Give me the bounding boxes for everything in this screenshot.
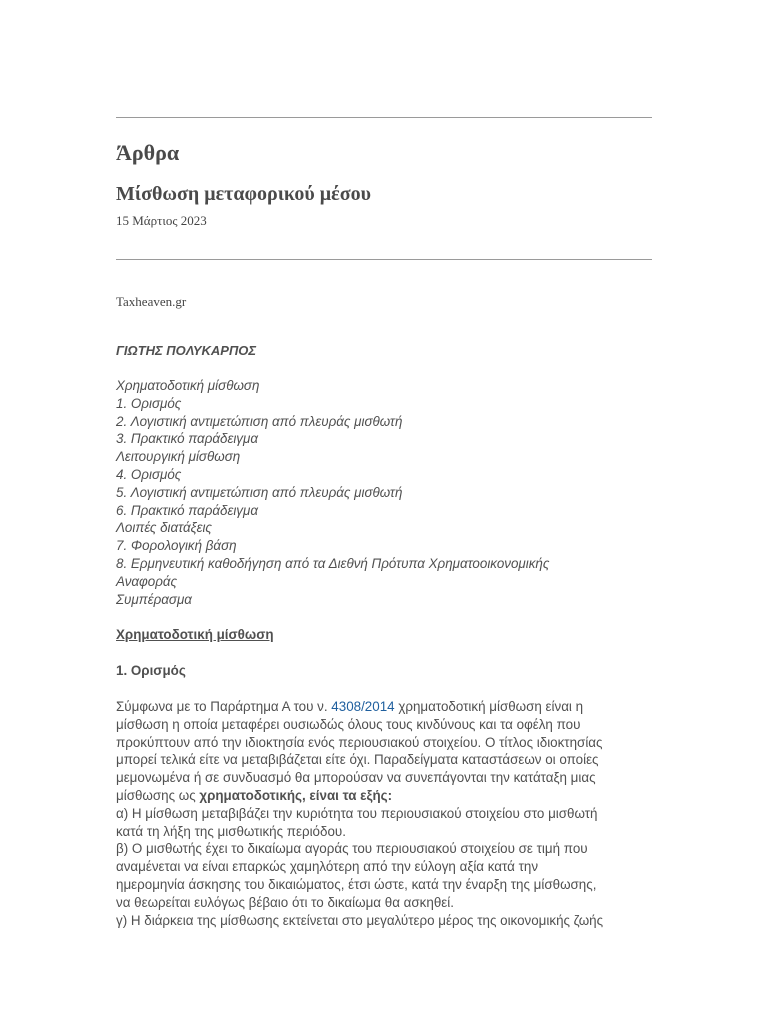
toc-item: 4. Ορισμός xyxy=(116,466,182,482)
toc-item: Χρηματοδοτική μίσθωση xyxy=(116,378,260,393)
section-label: Άρθρα xyxy=(116,140,180,165)
header-divider xyxy=(116,259,652,260)
body-line: α) Η μίσθωση μεταβιβάζει την κυριότητα του περιουσιακού στοιχείου στο μισθωτή xyxy=(116,805,598,821)
body-text: χρηματοδοτική μίσθωση είναι η xyxy=(394,699,584,714)
toc-item: 5. Λογιστική αντιμετώπιση από πλευράς μισθωτή xyxy=(116,484,403,500)
article-title: Μίσθωση μεταφορικού μέσου xyxy=(116,183,371,205)
top-divider xyxy=(116,117,652,118)
body-line: κατά τη λήξη της μισθωτικής περιόδου. xyxy=(116,823,346,839)
body-line: μίσθωση η οποία μεταφέρει ουσιωδώς όλους τους κινδύνους και τα οφέλη που xyxy=(116,716,581,732)
toc-item: Λοιπές διατάξεις xyxy=(116,520,212,536)
section-heading: Χρηματοδοτική μίσθωση xyxy=(116,627,274,642)
body-text: Σύμφωνα με το Παράρτημα Α του ν. xyxy=(116,699,332,714)
toc-item: Λειτουργική μίσθωση xyxy=(116,449,241,465)
toc-item: 3. Πρακτικό παράδειγμα xyxy=(116,431,258,447)
body-line: ημερομηνία άσκησης του δικαιώματος, έτσι ώστε, κατά την έναρξη της μίσθωσης, xyxy=(116,876,597,892)
article-body xyxy=(116,698,656,929)
toc-item: Αναφοράς xyxy=(116,573,178,589)
bold-text: χρηματοδοτικής, είναι τα εξής: xyxy=(199,787,393,803)
toc-item: 1. Ορισμός xyxy=(116,395,182,411)
toc-item: 8. Ερμηνευτική καθοδήγηση από τα Διεθνή Πρότυπα Χρηματοοικονομικής xyxy=(116,555,550,571)
source-label: Taxheaven.gr xyxy=(116,294,187,309)
body-line: αναμένεται να είναι επαρκώς χαμηλότερη από την εύλογη αξία κατά την xyxy=(116,859,539,875)
subsection-heading: 1. Ορισμός xyxy=(116,663,186,678)
body-line: β) Ο μισθωτής έχει το δικαίωμα αγοράς του περιουσιακού στοιχείου σε τιμή που xyxy=(116,841,588,857)
toc-item: Συμπέρασμα xyxy=(116,591,192,607)
body-line xyxy=(116,698,656,716)
body-line: μεμονωμένα ή σε συνδυασμό θα μπορούσαν να συνεπάγονται την κατάταξη μιας xyxy=(116,770,596,786)
body-line: γ) Η διάρκεια της μίσθωσης εκτείνεται στο μεγαλύτερο μέρος της οικονομικής ζωής xyxy=(116,912,604,928)
table-of-contents xyxy=(116,377,652,608)
toc-item: 6. Πρακτικό παράδειγμα xyxy=(116,502,258,518)
body-text: μίσθωσης ως xyxy=(116,787,200,803)
toc-item: 2. Λογιστική αντιμετώπιση από πλευράς μισθωτή xyxy=(116,413,403,429)
author-name: ΓΙΩΤΗΣ ΠΟΛΥΚΑΡΠΟΣ xyxy=(116,343,257,358)
body-line: μπορεί τελικά είτε να μεταβιβάζεται είτε όχι. Παραδείγματα καταστάσεων οι οποίες xyxy=(116,752,599,768)
body-line: να θεωρείται ευλόγως βέβαιο ότι το δικαίωμα θα ασκηθεί. xyxy=(116,894,454,910)
law-link[interactable]: 4308/2014 xyxy=(331,699,395,714)
body-line xyxy=(116,787,656,805)
article-date: 15 Μάρτιος 2023 xyxy=(116,213,207,228)
body-line: προκύπτουν από την ιδιοκτησία ενός περιουσιακού στοιχείου. Ο τίτλος ιδιοκτησίας xyxy=(116,734,603,750)
toc-item: 7. Φορολογική βάση xyxy=(116,538,237,554)
